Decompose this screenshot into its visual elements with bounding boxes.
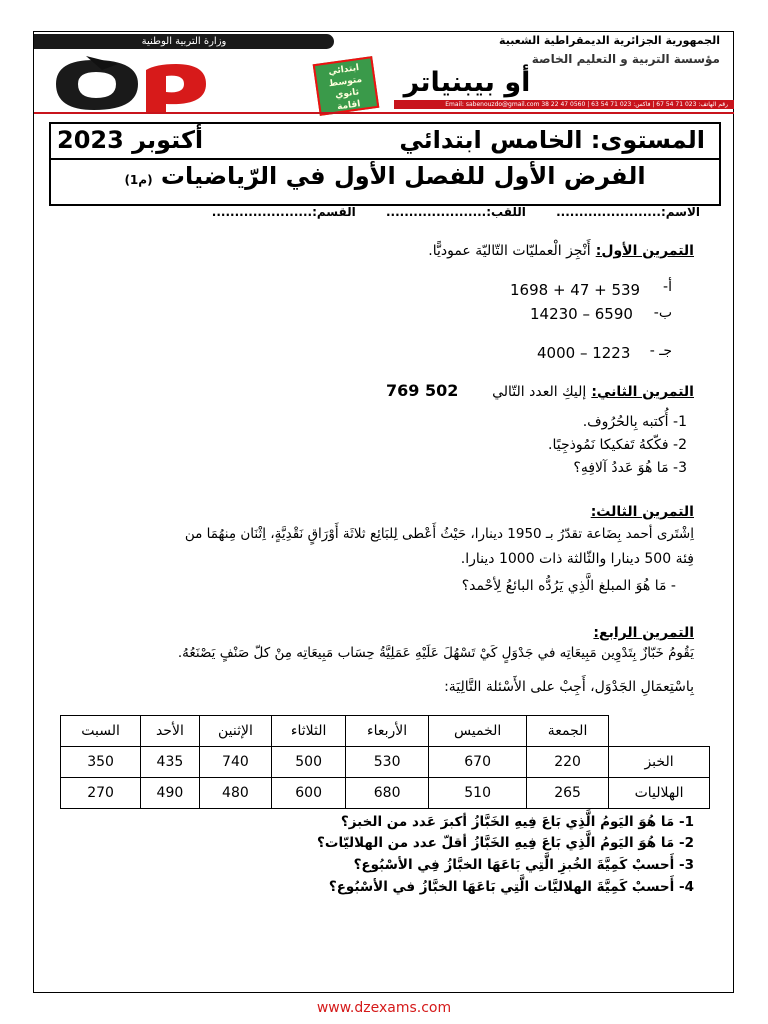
table-cell: 670 — [429, 747, 527, 778]
document-header — [34, 32, 734, 118]
exercise-4-question: 1- مَا هُوَ اليَومُ الَّذِي بَاعَ فِيهِ الخَبَّازُ أكبرَ عَدد من الخبز؟ — [340, 814, 694, 830]
operation-expr: 1698 + 47 + 539 — [510, 281, 641, 299]
exam-title-sub: (م1) — [124, 173, 153, 187]
table-cell: 530 — [346, 747, 429, 778]
badge-line: اقامة — [336, 99, 362, 113]
badge-line: ابتدائي — [327, 63, 360, 78]
op-label: جـ - — [649, 343, 672, 359]
exercise-3-text: فِئة 500 دينارا والثّالثة ذات 1000 دينارا. — [460, 551, 694, 567]
given-number: 769 502 — [386, 381, 459, 400]
exercise-2-item: 3- مَا هُوَ عَددُ آلافِهِ؟ — [573, 460, 687, 476]
exercise-3-title: التمرين الثالث: — [590, 504, 694, 520]
level-label: المستوى: الخامس ابتدائي — [399, 126, 705, 154]
exercise-1-title: التمرين الأول: — [595, 243, 694, 259]
day-header: الأربعاء — [346, 716, 429, 747]
row-label: الهلاليات — [609, 778, 710, 809]
logo-op-icon — [46, 54, 216, 112]
day-header: الجمعة — [527, 716, 609, 747]
section-field[interactable]: القسم:...................... — [211, 205, 356, 219]
exercise-4-question: 3- أَحسبْ كَمِيَّةَ الخُبزِ الَّتِي بَاعَهَا الخبَّازُ فِي الأسْبُوع؟ — [353, 857, 694, 873]
table-cell: 265 — [527, 778, 609, 809]
table-row — [61, 747, 710, 778]
exam-title-text: الفرض الأول للفصل الأول في الرّياضيات — [160, 162, 646, 190]
ministry-label: وزارة التربية الوطنية — [34, 34, 334, 49]
exercise-3-text: اِشْتَرى أحمد بِضَاعة تقدّرُ بـ 1950 دينارا، حَيْثُ أَعْطى لِلبَائِع ثلاثَة أَوْرَاقٍ نَقْدِيَّةٍ، اِثْنَان مِنهُمَا من — [184, 526, 694, 542]
table-cell: 500 — [272, 747, 346, 778]
operation-expr: 14230 – 6590 — [530, 305, 633, 323]
student-fields — [186, 205, 700, 219]
exercise-4-text: بِاسْتِعمَالِ الجَدْوَل، أَجِبْ على الأَسْئلة التَّالِيَة: — [444, 679, 694, 695]
exercise-4-text: يَقُومُ خَبّازٌ بِتَدْوِين مَبِيعَاتِه في جَدْوَلٍ كَيْ تَسْهُلَ عَلَيْهِ عَمَلِيَّةُ حِسَاب مَبِيعَاتِه مِنْ كلّ صَنْفٍ يَصْنَعُهُ. — [177, 645, 694, 661]
day-header: الثلاثاء — [272, 716, 346, 747]
badge-line: متوسط — [328, 74, 363, 90]
title-divider — [51, 158, 719, 160]
table-row — [61, 778, 710, 809]
table-cell: 680 — [346, 778, 429, 809]
title-box — [49, 122, 721, 206]
badge-line: ثانوي — [334, 87, 360, 101]
sales-table — [60, 715, 710, 809]
exercise-2-heading — [492, 381, 694, 400]
table-cell: 490 — [141, 778, 199, 809]
republic-label: الجمهورية الجزائرية الديمقراطية الشعبية — [499, 34, 720, 47]
header-strip — [34, 32, 734, 50]
table-corner — [609, 716, 710, 747]
brand-name: أو بيبنياتر — [403, 67, 531, 98]
table-cell: 510 — [429, 778, 527, 809]
day-header: الخميس — [429, 716, 527, 747]
table-cell: 480 — [199, 778, 272, 809]
exercise-4-title: التمرين الرابع: — [593, 625, 694, 641]
table-cell: 270 — [61, 778, 141, 809]
day-header: الإثنين — [199, 716, 272, 747]
exam-date: أكتوبر 2023 — [57, 126, 204, 154]
table-cell: 740 — [199, 747, 272, 778]
exercise-4-question: 2- مَا هُوَ اليَومُ الَّذِي بَاعَ فِيهِ الخَبَّازُ أقلّ عدد من الهلاليّات؟ — [317, 835, 694, 851]
exam-title — [51, 162, 719, 190]
exercise-4-question: 4- أَحسبْ كَمِيَّةَ الهلاليَّات الَّتِي بَاعَهَا الخبَّازُ في الأسْبُوع؟ — [328, 879, 694, 895]
exercise-2-item: 1- أُكتبه بِالحُرُوف. — [582, 414, 687, 430]
row-label: الخبز — [609, 747, 710, 778]
exercise-2-title: التمرين الثاني: — [591, 384, 694, 400]
table-header-row — [61, 716, 710, 747]
op-label: أ- — [663, 279, 672, 295]
operation-expr: 4000 – 1223 — [537, 344, 631, 362]
exercise-3-question: - مَا هُوَ المبلغ الَّذِي يَرُدُّه البائعُ لِأحْمد؟ — [461, 578, 676, 594]
institution-label: مؤسسة التربية و التعليم الخاصة — [531, 52, 720, 66]
table-cell: 350 — [61, 747, 141, 778]
contact-bar: رقم الهاتف: 023 71 54 67 | فاكس: 023 71 54 63 | 0560 47 22 38 Email: sabenouzdo@gmail.com — [394, 100, 734, 109]
table-cell: 600 — [272, 778, 346, 809]
exercise-2-instruction: إليكِ العدد التّالي — [492, 384, 587, 400]
surname-field[interactable]: اللقب:...................... — [385, 205, 526, 219]
exercise-2-item: 2- فكّكهُ تَفكيكا نَمُوذجِيًا. — [548, 437, 687, 453]
table-cell: 435 — [141, 747, 199, 778]
day-header: الأحد — [141, 716, 199, 747]
name-field[interactable]: الاسم:....................... — [556, 205, 700, 219]
table-cell: 220 — [527, 747, 609, 778]
header-divider — [34, 112, 734, 114]
op-label: ب- — [653, 305, 672, 321]
exercise-1-heading — [428, 240, 694, 259]
exercise-1-instruction: أَنْجِز الْعمليّات التّاليّة عموديًّا. — [428, 243, 591, 259]
day-header: السبت — [61, 716, 141, 747]
footer-link[interactable]: www.dzexams.com — [316, 1000, 452, 1016]
